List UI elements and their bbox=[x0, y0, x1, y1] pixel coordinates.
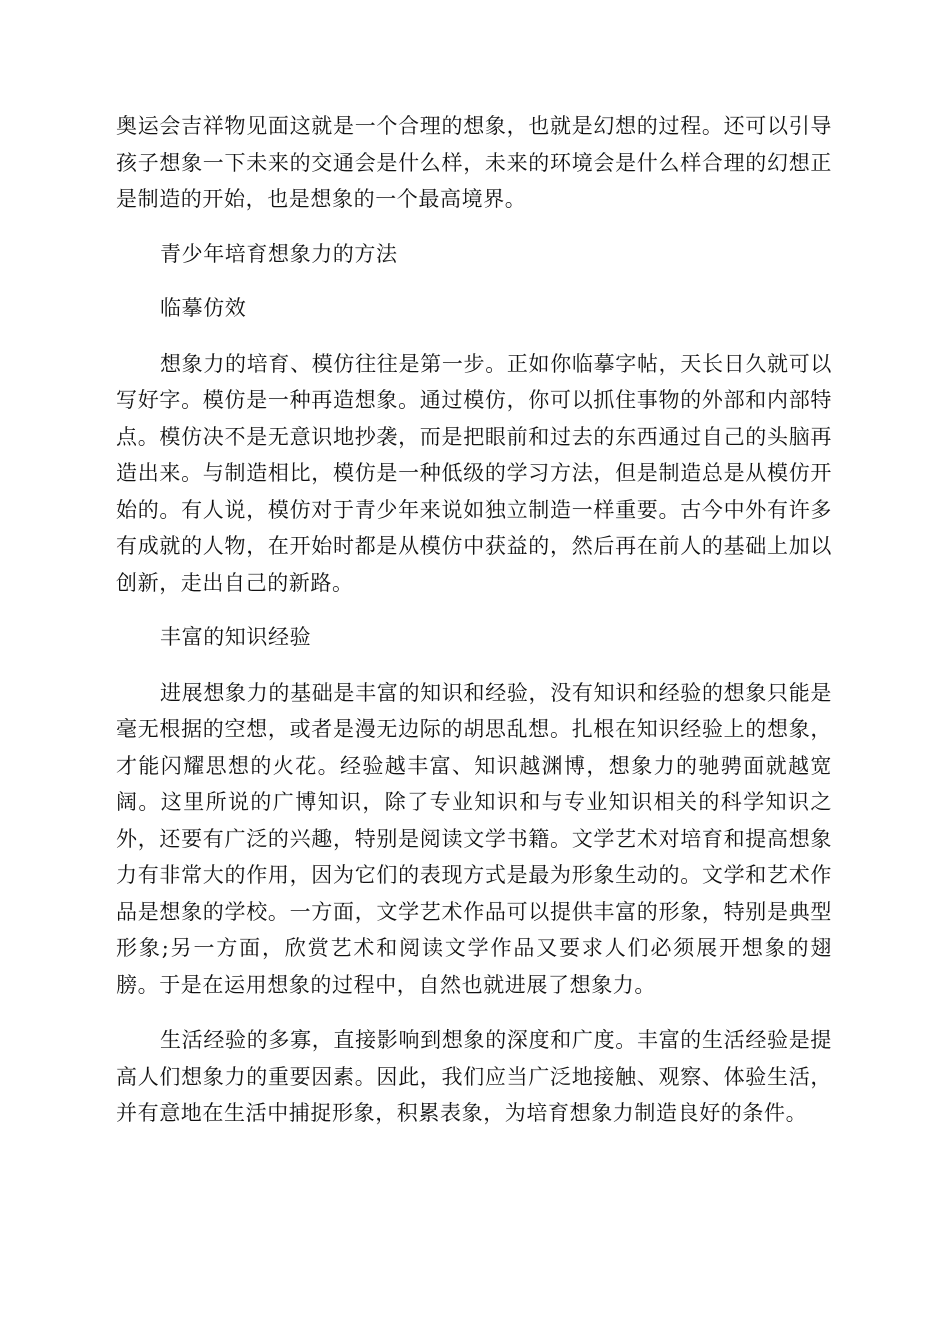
paragraph-life-experience: 生活经验的多寡，直接影响到想象的深度和广度。丰富的生活经验是提高人们想象力的重要因素。因此，我们应当广泛地接触、观察、体验生活，并有意地在生活中捕捉形象，积累表象，为培育想象力制造良好的条件。 bbox=[116, 1028, 832, 1125]
section-heading-methods: 青少年培育想象力的方法 bbox=[160, 241, 398, 266]
paragraph-knowledge-experience: 进展想象力的基础是丰富的知识和经验，没有知识和经验的想象只能是毫无根据的空想，或者是漫无边际的胡思乱想。扎根在知识经验上的想象，才能闪耀思想的火花。经验越丰富、知识越渊博，想象力的驰骋面就越宽阔。这里所说的广博知识，除了专业知识和与专业知识相关的科学知识之外，还要有广泛的兴趣，特别是阅读文学书籍。文学艺术对培育和提高想象力有非常大的作用，因为它们的表现方式是最为形象生动的。文学和艺术作品是想象的学校。一方面，文学艺术作品可以提供丰富的形象，特别是典型形象;另一方面，欣赏艺术和阅读文学作品又要求人们必须展开想象的翅膀。于是在运用想象的过程中，自然也就进展了想象力。 bbox=[116, 680, 832, 997]
subheading-imitation: 临摹仿效 bbox=[160, 296, 247, 320]
paragraph-imitation: 想象力的培育、模仿往往是第一步。正如你临摹字帖，天长日久就可以写好字。模仿是一种再造想象。通过模仿，你可以抓住事物的外部和内部特点。模仿决不是无意识地抄袭，而是把眼前和过去的东西通过自己的头脑再造出来。与制造相比，模仿是一种低级的学习方法，但是制造总是从模仿开始的。有人说，模仿对于青少年来说如独立制造一样重要。古今中外有许多有成就的人物，在开始时都是从模仿中获益的，然后再在前人的基础上加以创新，走出自己的新路。 bbox=[116, 351, 832, 595]
paragraph-olympics-imagination: 奥运会吉祥物见面这就是一个合理的想象，也就是幻想的过程。还可以引导孩子想象一下未来的交通会是什么样，未来的环境会是什么样合理的幻想正是制造的开始，也是想象的一个最高境界。 bbox=[116, 114, 832, 211]
document-page bbox=[116, 108, 832, 1132]
subheading-knowledge-experience: 丰富的知识经验 bbox=[160, 625, 312, 649]
